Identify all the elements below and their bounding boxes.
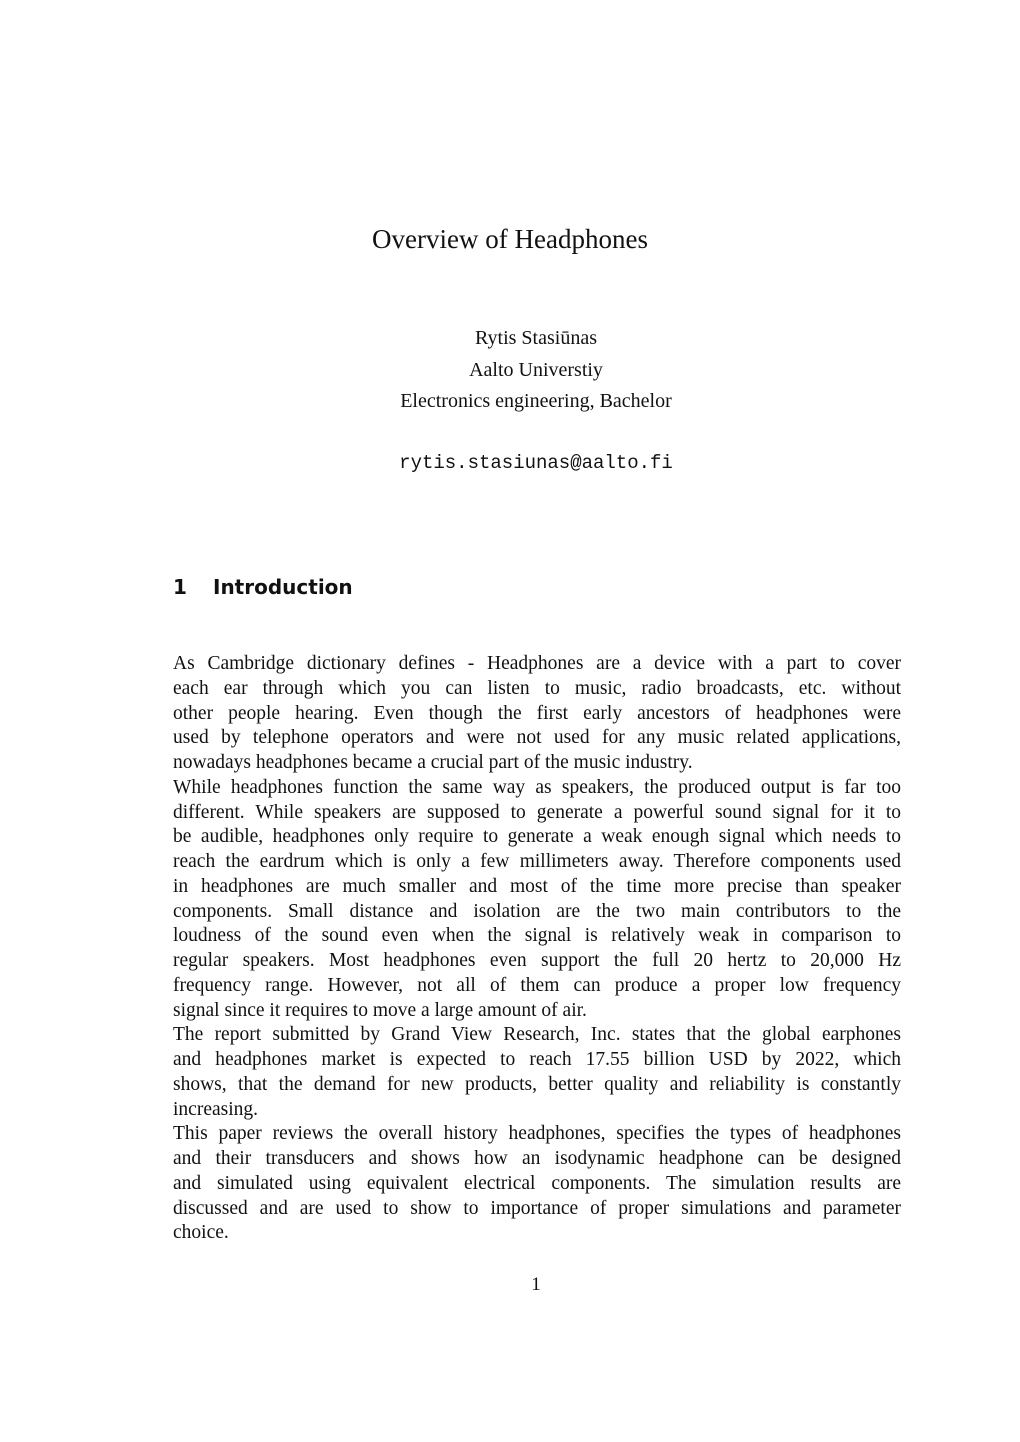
paper-title: Overview of Headphones [372,224,648,254]
text-line: nowadays headphones became a crucial part of the music industry. [173,752,693,773]
text-line: The report submitted by Grand View Research, Inc. states that the global earphones [173,1024,901,1046]
text-line: and their transducers and shows how an isodynamic headphone can be designed [173,1148,901,1169]
text-line: choice. [173,1222,229,1244]
text-line: be audible, headphones only require to generate a weak enough signal which needs to [173,826,901,848]
section-heading [173,575,353,599]
text-line: discussed and are used to show to importance of proper simulations and parameter [173,1197,901,1219]
author-affiliation: Aalto Universtiy [469,359,603,381]
text-line: components. Small distance and isolation are the two main contributors to the [173,900,901,922]
section-number: 1 [173,575,187,599]
author-name: Rytis Stasiūnas [475,327,597,349]
text-line: used by telephone operators and were not used for any music related applications, [173,727,901,749]
section-title: Introduction [213,575,353,599]
introduction-body [173,652,901,1246]
text-line: signal since it requires to move a large amount of air. [173,999,587,1021]
text-line: and headphones market is expected to reach 17.55 billion USD by 2022, which [173,1049,901,1070]
author-program: Electronics engineering, Bachelor [400,390,672,412]
text-line: frequency range. However, not all of them can produce a proper low frequency [173,974,901,996]
text-line: in headphones are much smaller and most of the time more precise than speaker [173,875,901,897]
text-line: different. While speakers are supposed to generate a powerful sound signal for it to [173,801,901,823]
text-line: loudness of the sound even when the signal is relatively weak in comparison to [173,925,901,947]
author-email: rytis.stasiunas@aalto.fi [399,452,673,474]
text-line: regular speakers. Most headphones even support the full 20 hertz to 20,000 Hz [173,950,901,971]
text-line: As Cambridge dictionary defines - Headphones are a device with a part to cover [173,653,901,674]
text-line: This paper reviews the overall history headphones, specifies the types of headphones [173,1123,901,1145]
page-number: 1 [531,1274,541,1295]
text-line: other people hearing. Even though the first early ancestors of headphones were [173,702,901,724]
text-line: reach the eardrum which is only a few millimeters away. Therefore components used [173,851,901,872]
text-line: each ear through which you can listen to music, radio broadcasts, etc. without [173,677,901,699]
text-line: increasing. [173,1098,259,1120]
text-line: shows, that the demand for new products, better quality and reliability is constantly [173,1073,901,1095]
text-line: and simulated using equivalent electrical components. The simulation results are [173,1172,901,1194]
text-line: While headphones function the same way as speakers, the produced output is far too [173,776,901,798]
